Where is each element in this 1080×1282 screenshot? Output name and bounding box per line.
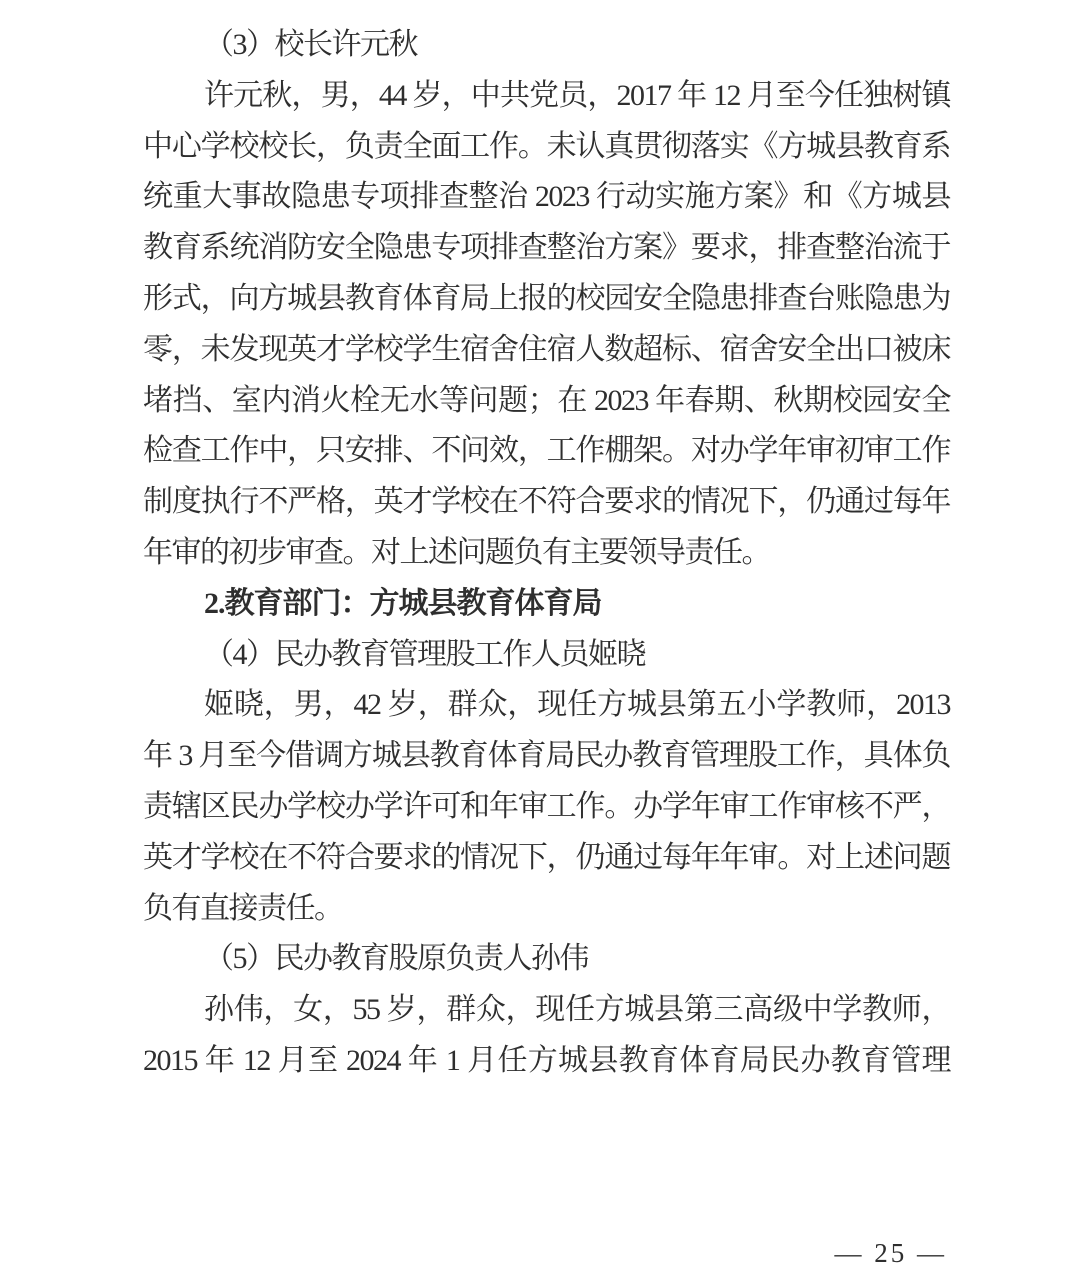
subsection-5-heading: （5）民办教育股原负责人孙伟	[204, 942, 588, 976]
para-sunwei-line-1: 孙伟，女，55 岁，群众，现任方城县第三高级中学教师，	[204, 993, 950, 1027]
page-number: — 25 —	[834, 1238, 947, 1268]
para-xuyuanqiu-line-10: 年审的初步审查。对上述问题负有主要领导责任。	[143, 535, 770, 569]
subsection-4-heading: （4）民办教育管理股工作人员姬晓	[204, 637, 645, 671]
para-xuyuanqiu-line-7: 堵挡、室内消火栓无水等问题；在 2023 年春期、秋期校园安全	[143, 383, 950, 417]
para-xuyuanqiu-line-4: 教育系统消防安全隐患专项排查整治方案》要求，排查整治流于	[143, 231, 950, 265]
section-2-heading: 2.教育部门：方城县教育体育局	[204, 586, 602, 620]
subsection-3-heading: （3）校长许元秋	[204, 28, 417, 61]
para-xuyuanqiu-line-9: 制度执行不严格，英才学校在不符合要求的情况下，仍通过每年	[143, 485, 950, 519]
para-xuyuanqiu-line-8: 检查工作中，只安排、不问效，工作棚架。对办学年审初审工作	[143, 434, 950, 468]
para-sunwei-line-2: 2015 年 12 月至 2024 年 1 月任方城县教育体育局民办教育管理	[143, 1043, 950, 1077]
document-body	[143, 20, 950, 1087]
para-jixiao-line-1: 姬晓，男，42 岁，群众，现任方城县第五小学教师，2013	[204, 688, 950, 722]
para-jixiao-line-5: 负有直接责任。	[143, 891, 343, 925]
para-xuyuanqiu-line-2: 中心学校校长，负责全面工作。未认真贯彻落实《方城县教育系	[143, 129, 950, 163]
para-xuyuanqiu-line-3: 统重大事故隐患专项排查整治 2023 行动实施方案》和《方城县	[143, 180, 950, 214]
para-xuyuanqiu-line-5: 形式，向方城县教育体育局上报的校园安全隐患排查台账隐患为	[143, 281, 950, 315]
para-jixiao-line-2: 年 3 月至今借调方城县教育体育局民办教育管理股工作，具体负	[143, 739, 950, 773]
para-xuyuanqiu-line-6: 零，未发现英才学校学生宿舍住宿人数超标、宿舍安全出口被床	[143, 332, 950, 366]
para-jixiao-line-4: 英才学校在不符合要求的情况下，仍通过每年年审。对上述问题	[143, 840, 950, 874]
para-xuyuanqiu-line-1: 许元秋，男，44 岁，中共党员，2017 年 12 月至今任独树镇	[204, 78, 950, 112]
para-jixiao-line-3: 责辖区民办学校办学许可和年审工作。办学年审工作审核不严，	[143, 789, 950, 823]
